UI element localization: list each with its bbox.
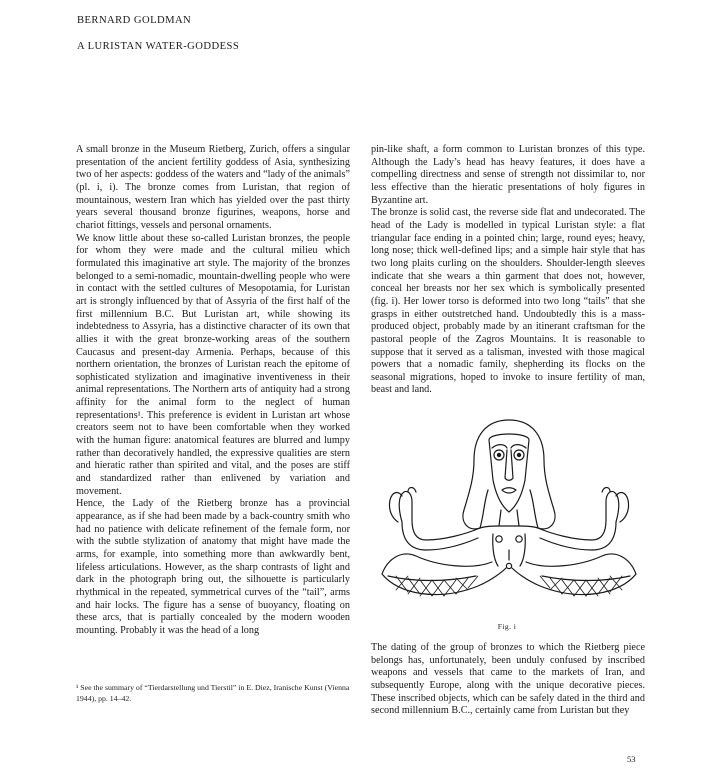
paragraph: Hence, the Lady of the Rietberg bronze has a provincial appearance, as if she had been made by a back-country smith who had no patience with delicate refinement of the female form, nor with the subtle stylization of anatomy that might have made the arms, for example, into something more than awkwardly bent, lifeless articulations. However, as the sharp contrasts of light and dark in the photograph bring out, the silhouette is particularly rhythmical in the repeated, symmetrical curves of the “tail”, arms and hair locks. The figure has a sense of buoyancy, floating on these arcs, that is partially concealed by the modern wooden mounting. Probably it was the head of a long: [76, 498, 350, 636]
paragraph: We know little about these so-called Luristan bronzes, the people for whom they were made and the cultural milieu which formulated this imaginative art style. The majority of the bronzes belonged to a semi-nomadic, mountain-dwelling people who were in contact with the settled cultures of Mesopotamia, for Luristan art is strongly influenced by that of Assyria of the first half of the first millennium B.C. But Luristan art, while showing its indebtedness to Assyria, has a distinctive character of its own that allies it with the great bronze-working areas of the southern Caucasus and present-day Armenia. Perhaps, because of this northern orientation, the bronzes of Luristan reach the epitome of sophisticated stylization and imaginative inventiveness in their animal representations. The Northern arts of antiquity had a strong affinity for the animal form to the neglect of human representations¹. This preference is evident in Luristan art whose creators seem not to have been comfortable when they worked with the human figure: anatomical features are blurred and lumpy rather than decoratively handled, the expressive qualities are stern and hieratic rather than spirited and vital, and the poses are stiff and standardized rather than enlivened by variation and movement.: [76, 232, 350, 497]
left-column: [76, 144, 350, 638]
paragraph: The bronze is solid cast, the reverse side flat and undecorated. The head of the Lady is modelled in typical Luristan style: a flat triangular face ending in a pointed chin; large, round eyes; heavy, long nose; thick well-defined lips; and a simple hair style that has two long plaits curling on the shoulders. Shoulder-length sleeves indicate that she wears a thin garment that does not, however, conceal her breasts nor her sex which is symbolically presented (fig. i). Her lower torso is deformed into two long “tails” that she grasps in either outstretched hand. Undoubtedly this is a mass-produced object, probably made by an itinerant craftsman for the pastoral people of the Zagros Mountains. It is reasonable to suppose that it served as a talisman, invested with those magical powers that a nomadic family, shepherding its flocks on the seasonal migrations, hoped to invoke to insure fertility of man, beast and land.: [371, 207, 645, 396]
author-name: BERNARD GOLDMAN: [77, 15, 192, 26]
figure-goddess-drawing: [368, 410, 650, 610]
paragraph: A small bronze in the Museum Rietberg, Zurich, offers a singular presentation of the ancient fertility goddess of Asia, synthesizing two of her aspects: goddess of the waters and “lady of the animals” (pl. i, i). The bronze comes from Luristan, that region of mountainous, western Iran which has yielded over the past thirty years several thousand bronze figurines, weapons, horse and chariot fittings, vessels and personal ornaments.: [76, 144, 350, 231]
page-number: 53: [627, 754, 636, 764]
paragraph: pin-like shaft, a form common to Luristan bronzes of this type. Although the Lady’s head has heavy features, it does have a compelling directness and sense of strength not dissimilar to, nor less effective than the hieratic presentations of holy figures in Byzantine art.: [371, 144, 645, 206]
running-head: [77, 14, 637, 53]
right-column-top: [371, 144, 645, 397]
footnote: ¹ See the summary of “Tierdarstellung und Tierstil” in E. Diez, Iranische Kunst (Vienna 1944), pp. 14–42.: [76, 683, 350, 704]
figure-caption: Fig. i: [497, 622, 517, 631]
right-column-bottom: [371, 642, 645, 718]
article-title: A LURISTAN WATER-GODDESS: [77, 41, 240, 52]
paragraph: The dating of the group of bronzes to which the Rietberg piece belongs has, unfortunately, been unduly confused by inscribed weapons and vessels that came to the markets of Iran, and subsequently Europe, along with the unique decorative pieces. These inscribed objects, which can be safely dated in the third and second millennium B.C., certainly came from Luristan but they: [371, 642, 645, 717]
